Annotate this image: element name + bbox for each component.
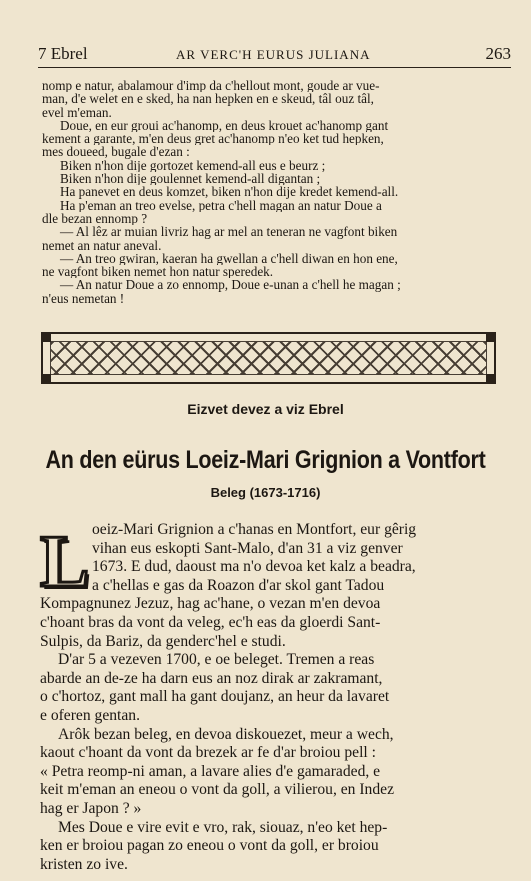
text-line: Mes Doue e vire evit e vro, rak, siouaz, n'eo ket hep-	[58, 818, 388, 836]
text-line: man, d'e welet en e sked, ha nan hepken en e skeud, tâl ouz tâl,	[42, 92, 374, 106]
text-line: kaout c'hoant da vont da brezek ar fe d'ar broiou pell :	[40, 744, 376, 762]
text-line: — An natur Doue a zo ennomp, Doue e-unan a c'hell he magan ;	[60, 278, 401, 292]
text-line: e oferen gentan.	[40, 706, 141, 724]
text-line: Ha panevet en deus komzet, biken n'hon dije kredet kemend-all.	[60, 185, 399, 199]
text-line: a c'hellas e gas da Roazon d'ar skol gant Tadou	[92, 576, 385, 594]
text-line: Doue, en eur groui ac'hanomp, en deus krouet ac'hanomp gant	[60, 118, 389, 133]
page-number: 263	[485, 44, 511, 63]
day-heading: Eizvet devez a viz Ebrel	[187, 401, 344, 417]
text-line: c'hoant bras da vont da veleg, ec'h eas da gloerdi Sant-	[40, 613, 381, 631]
running-header	[38, 42, 511, 66]
saint-dates: Beleg (1673-1716)	[210, 485, 321, 500]
text-line: 1673. E dud, daoust ma n'o devoa ket kalz a beadra,	[92, 558, 416, 576]
border-corner	[486, 374, 495, 383]
ornamental-border	[41, 332, 496, 384]
header-book-title: AR VERC'H EURUS JULIANA	[176, 47, 371, 62]
text-line: keit m'eman an eneou o vont da goll, a vilierou, en Indez	[40, 781, 394, 799]
text-line: ne vagfont biken nemet hon natur speredek.	[42, 265, 274, 279]
text-line: hag er Japon ? »	[40, 799, 142, 817]
text-line: Biken n'hon dije goulennet kemend-all digantan ;	[60, 172, 321, 186]
text-line: Ha p'eman an treo evelse, petra c'hell magan an natur Doue a	[60, 198, 382, 212]
text-line: Biken n'hon dije gortozet kemend-all eus e beurz ;	[60, 158, 326, 173]
text-line: — An treo gwiran, kaeran ha gwellan a c'hell diwan en hon ene,	[60, 251, 398, 266]
header-rule	[38, 67, 511, 68]
text-line: nomp e natur, abalamour d'imp da c'hellout mont, goude ar vue-	[42, 79, 380, 93]
text-line: D'ar 5 a vezeven 1700, e oe beleget. Tremen a reas	[58, 651, 375, 669]
header-date: 7 Ebrel	[38, 44, 88, 63]
text-line: dle bezan ennomp ?	[42, 211, 148, 226]
text-line: n'eus nemetan !	[42, 291, 125, 306]
text-line: Arôk bezan beleg, en devoa diskouezet, meur a wech,	[58, 725, 394, 743]
text-line: vihan eus eskopti Sant-Malo, d'an 31 a viz genver	[92, 539, 403, 557]
preceding-text	[42, 79, 504, 305]
text-line: evel m'eman.	[42, 105, 112, 119]
drop-cap: L	[40, 521, 90, 603]
text-line: o c'hortoz, gant mall ha gant doujanz, an heur da lavaret	[40, 688, 390, 706]
text-line: abarde an de-ze ha darn eus an noz dirak ar zakramant,	[40, 669, 383, 687]
border-corner	[486, 333, 495, 342]
text-line: ken er broiou pagan zo eneou o vont da goll, er broiou	[40, 837, 379, 855]
celtic-knot-pattern	[50, 341, 487, 375]
text-line: Kompagnunez Jezuz, hag ac'hane, o vezan m'en devoa	[40, 595, 381, 613]
biography-text	[40, 521, 502, 874]
text-line: « Petra reomp-ni aman, a lavare alies d'e gamaraded, e	[40, 762, 381, 780]
text-line: — Al lêz ar muian livriz hag ar mel an teneran ne vagfont biken	[60, 225, 398, 239]
text-line: nemet an natur aneval.	[42, 238, 162, 252]
text-line: mes doueed, bugale d'ezan :	[42, 145, 190, 159]
border-corner	[42, 374, 51, 383]
text-line: kement a garante, m'en deus gret ac'hanomp n'eo ket tud hepken,	[42, 132, 384, 146]
text-line: kristen zo ive.	[40, 855, 128, 873]
text-line: Sulpis, da Bariz, da genderc'hel e studi.	[40, 632, 286, 650]
border-corner	[42, 333, 51, 342]
text-line: oeiz-Mari Grignion a c'hanas en Montfort, eur gêrig	[92, 521, 417, 538]
chapter-title: An den eürus Loeiz-Mari Grignion a Vontfort	[45, 446, 486, 474]
